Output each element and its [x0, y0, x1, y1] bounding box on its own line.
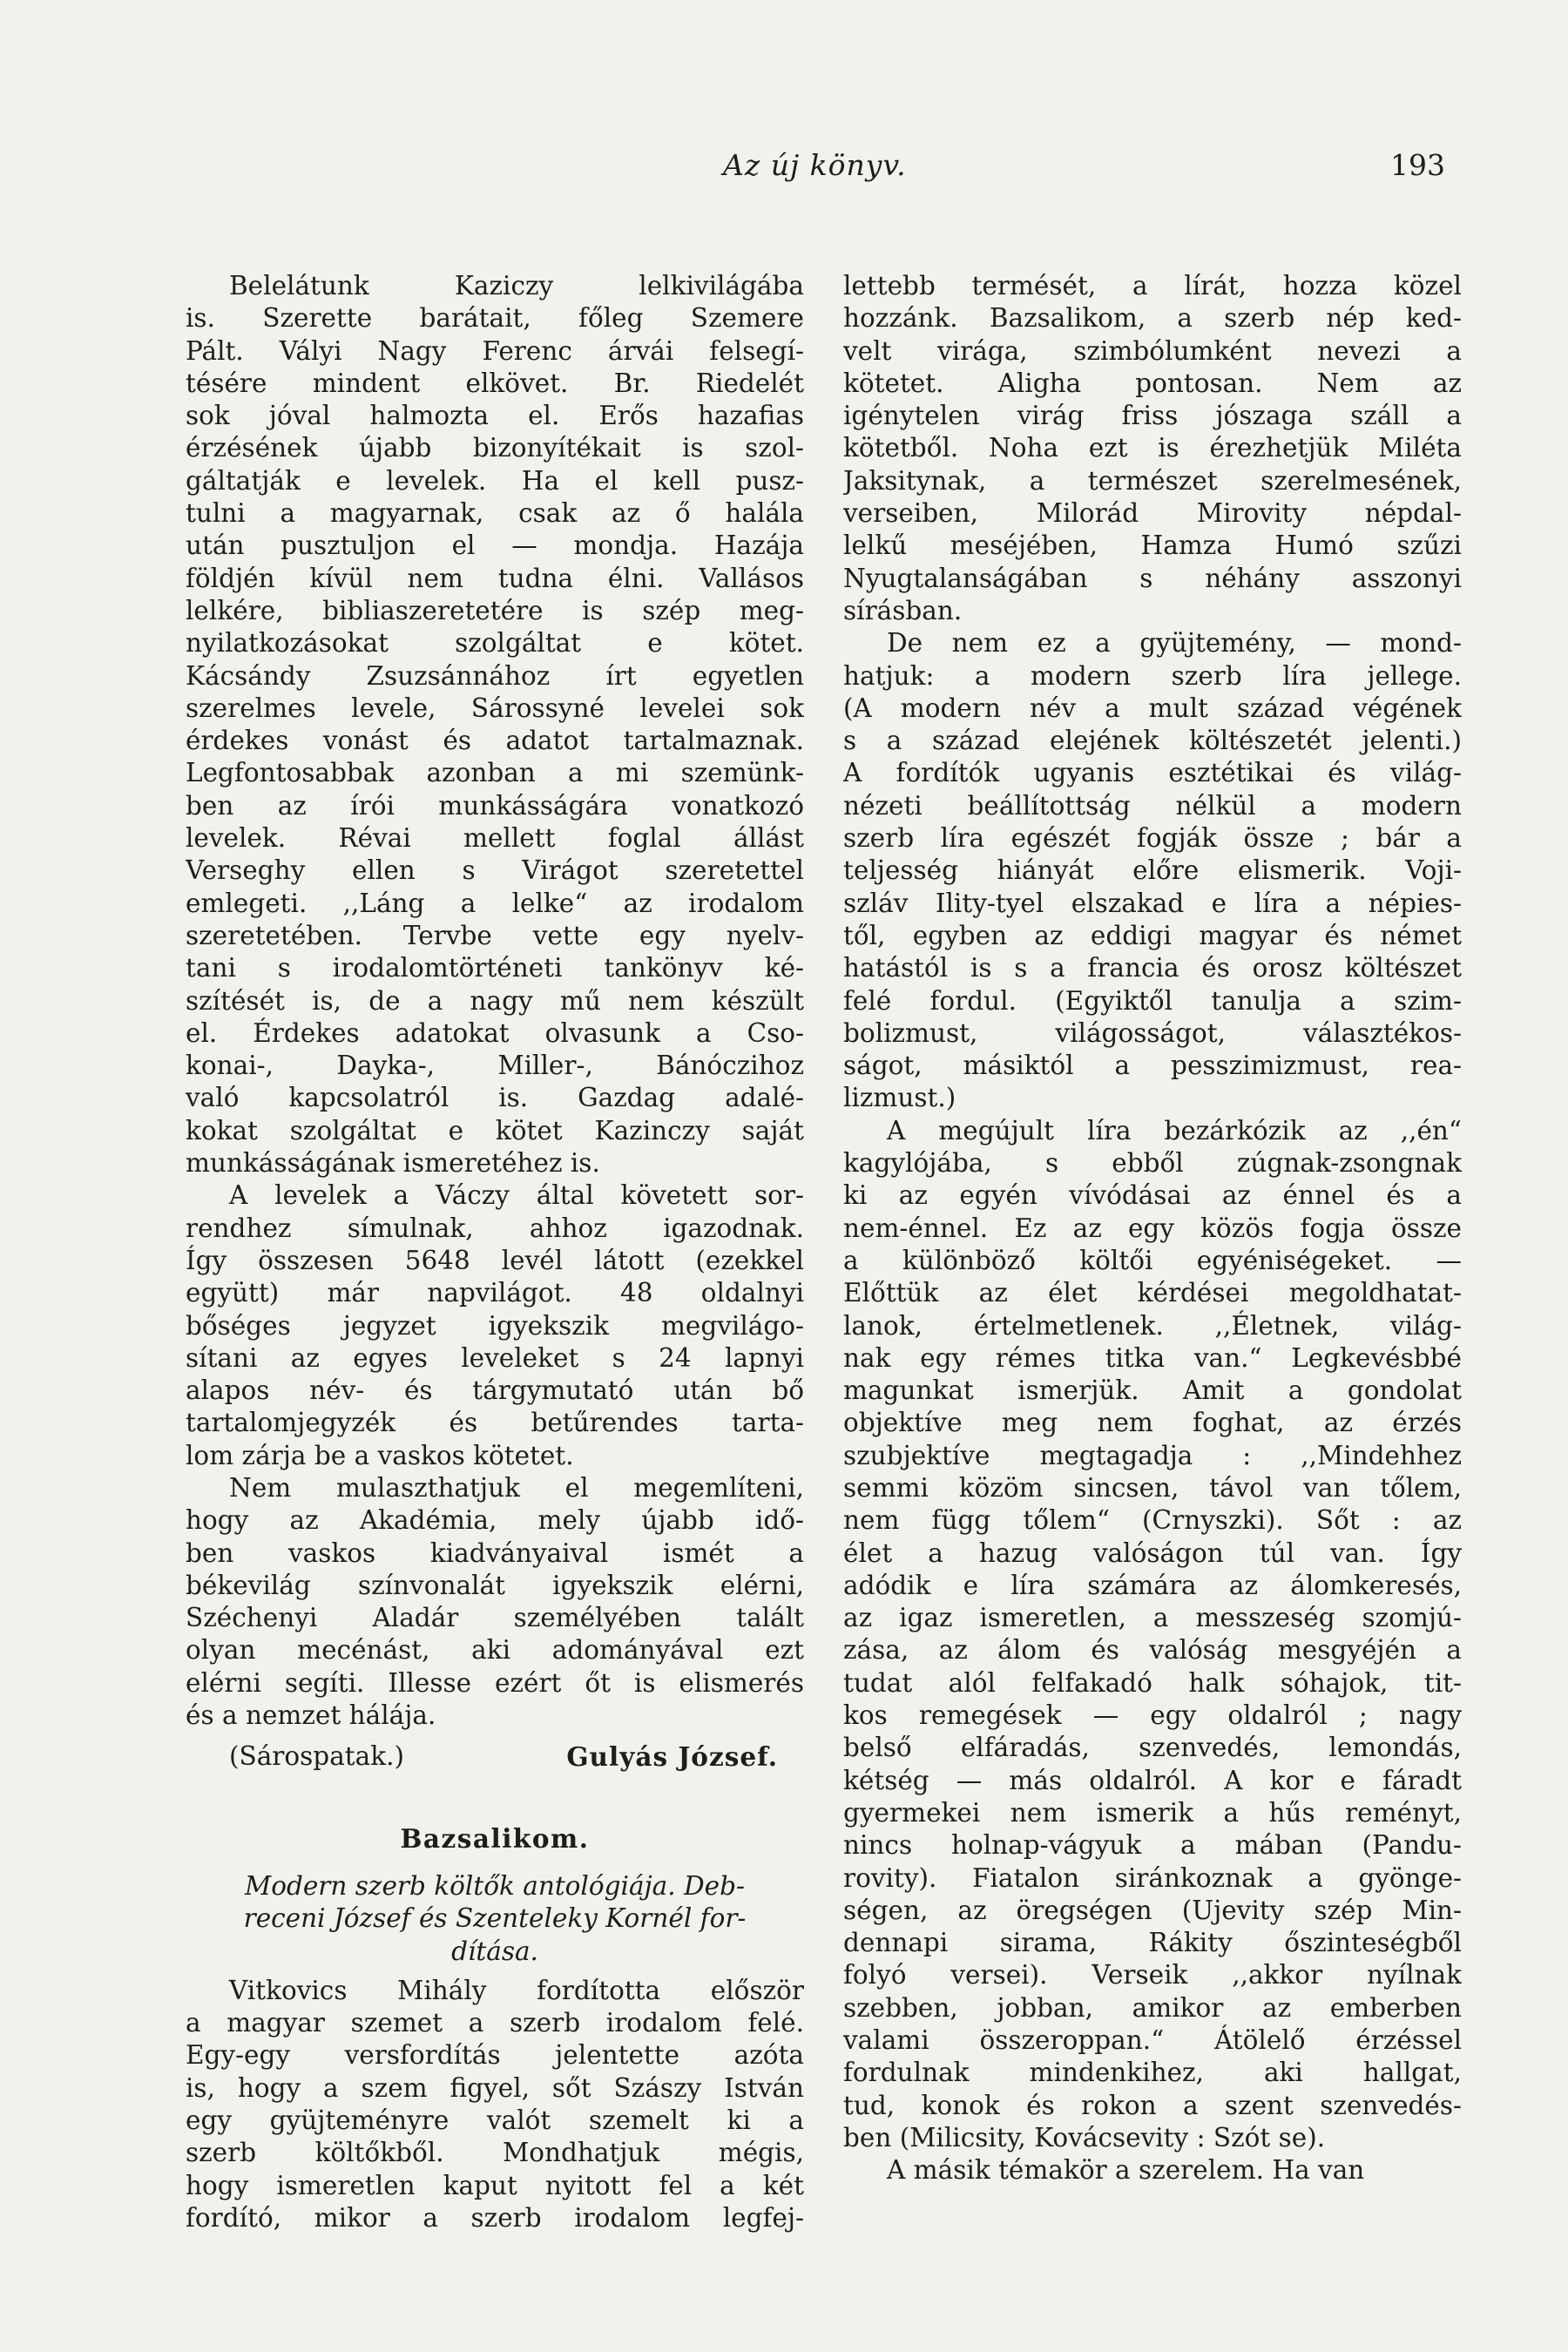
text-line: objektíve meg nem foghat, az érzés [843, 1408, 1462, 1438]
text-line: nézeti beállítottság nélkül a modern [843, 790, 1462, 821]
text-line: érdekes vonást és adatot tartalmaznak. [186, 726, 804, 756]
text-line: kokat szolgáltat e kötet Kazinczy saját [186, 1115, 804, 1146]
text-line: lelkű meséjében, Hamza Humó szűzi [843, 531, 1462, 561]
text-line: Vitkovics Mihály fordította először [229, 1975, 804, 2005]
text-line: békevilág színvonalát igyekszik elérni, [186, 1570, 804, 1600]
text-line: szerelmes levele, Sárossyné levelei sok [186, 693, 804, 723]
text-line: Belelátunk Kaziczy lelkivilágába [229, 271, 804, 301]
text-line: szerb költőkből. Mondhatjuk mégis, [186, 2138, 804, 2168]
text-line: zása, az álom és valóság mesgyéjén a [843, 1635, 1462, 1666]
text-line: után pusztuljon el — mondja. Hazája [186, 531, 804, 561]
text-line: tartalomjegyzék és betűrendes tarta- [186, 1408, 804, 1438]
text-line: alapos név- és tárgymutató után bő [186, 1375, 804, 1406]
text-line: nyilatkozásokat szolgáltat e kötet. [186, 628, 804, 659]
text-line: Egy-egy versfordítás jelentette azóta [186, 2040, 804, 2071]
text-line: tud, konok és rokon a szent szenvedés- [843, 2090, 1462, 2120]
text-line: valami összeroppan.“ Átölelő érzéssel [843, 2025, 1462, 2056]
text-line: fordulnak mindenkihez, aki hallgat, [843, 2058, 1462, 2088]
running-title: Az új könyv. [723, 148, 907, 182]
text-line: bolizmust, világosságot, választékos- [843, 1017, 1462, 1048]
text-line: élet a hazug valóságon túl van. Így [843, 1538, 1462, 1568]
text-line: ségen, az öregségen (Ujevity szép Min- [843, 1895, 1462, 1925]
text-line: nincs holnap-vágyuk a mában (Pandu- [843, 1830, 1462, 1861]
text-line: elérni segíti. Illesse ezért őt is elismerés [186, 1667, 804, 1698]
text-line: A levelek a Váczy által követett sor- [229, 1180, 804, 1211]
text-line: től, egyben az eddigi magyar és német [843, 920, 1462, 950]
right-column [843, 270, 1462, 2187]
signature-author: Gulyás József. [566, 1741, 778, 1773]
text-line: A megújult líra bezárkózik az ,,én“ [887, 1115, 1462, 1146]
text-line: egy gyüjteményre valót szemelt ki a [186, 2105, 804, 2136]
text-line: is, hogy a szem figyel, sőt Szászy István [186, 2072, 804, 2103]
text-line: kos remegések — egy oldalról ; nagy [843, 1700, 1462, 1731]
text-line: is. Szerette barátait, főleg Szemere [186, 303, 804, 334]
text-line: olyan mecénást, aki adományával ezt [186, 1635, 804, 1666]
text-line: ben vaskos kiadványaival ismét a [186, 1538, 804, 1568]
text-line: (A modern név a mult század végének [843, 693, 1462, 723]
text-line: s a század elejének költészetét jelenti.) [843, 726, 1462, 756]
text-line: szítését is, de a nagy mű nem készült [186, 985, 804, 1016]
subtitle-line: receni József és Szenteleky Kornél for- [243, 1903, 747, 1934]
text-line: hatástól is s a francia és orosz költészet [843, 953, 1462, 983]
text-line: együtt) már napvilágot. 48 oldalnyi [186, 1278, 804, 1308]
text-line: felé fordul. (Egyiktől tanulja a szim- [843, 985, 1462, 1016]
right-column-text [843, 270, 1462, 2187]
text-line: folyó versei). Verseik ,,akkor nyílnak [843, 1960, 1462, 1990]
left-column-text [186, 270, 804, 1732]
text-line: magunkat ismerjük. Amit a gondolat [843, 1375, 1462, 1406]
text-line: Nem mulaszthatjuk el megemlíteni, [229, 1472, 804, 1503]
text-line: kötetet. Aligha pontosan. Nem az [843, 368, 1462, 398]
text-line: kétség — más oldalról. A kor e fáradt [843, 1765, 1462, 1795]
page-number: 193 [1390, 148, 1445, 182]
text-line: A másik témakör a szerelem. Ha van [887, 2155, 1365, 2186]
subtitle-line: Modern szerb költők antológiája. Deb- [245, 1870, 745, 1901]
text-line: belső elfáradás, szenvedés, lemondás, [843, 1733, 1462, 1763]
text-line: kagylójába, s ebből zúgnak-zsongnak [843, 1148, 1462, 1179]
text-line: a különböző költői egyéniségeket. — [843, 1245, 1462, 1275]
text-line: és a nemzet hálája. [186, 1700, 436, 1731]
text-line: szeretetében. Tervbe vette egy nyelv- [186, 920, 804, 950]
text-line: levelek. Révai mellett foglal állást [186, 823, 804, 854]
text-line: tulni a magyarnak, csak az ő halála [186, 498, 804, 529]
text-line: De nem ez a gyüjtemény, — mond- [887, 628, 1462, 659]
page-header [0, 148, 1568, 192]
text-line: lettebb termését, a lírát, hozza közel [843, 271, 1462, 301]
text-line: Jaksitynak, a természet szerelmesének, [843, 465, 1462, 496]
text-line: sítani az egyes leveleket s 24 lapnyi [186, 1342, 804, 1373]
text-line: Nyugtalanságában s néhány asszonyi [843, 563, 1462, 593]
text-line: adódik e líra számára az álomkeresés, [843, 1570, 1462, 1600]
text-line: ben (Milicsity, Kovácsevity : Szót se). [843, 2122, 1326, 2153]
text-line: földjén kívül nem tudna élni. Vallásos [186, 563, 804, 593]
text-line: A fordítók ugyanis esztétikai és világ- [843, 758, 1462, 788]
text-line: emlegeti. ,,Láng a lelke“ az irodalom [186, 888, 804, 918]
text-line: Verseghy ellen s Virágot szeretettel [186, 855, 804, 886]
text-line: ben az írói munkásságára vonatkozó [186, 790, 804, 821]
text-line: tésére mindent elkövet. Br. Riedelét [186, 368, 804, 398]
text-line: tudat alól felfakadó halk sóhajok, tit- [843, 1667, 1462, 1698]
review-title: Bazsalikom. [400, 1822, 590, 1854]
text-line: rovity). Fiatalon siránkoznak a gyönge- [843, 1862, 1462, 1893]
text-line: bőséges jegyzet igyekszik megvilágo- [186, 1310, 804, 1341]
text-line: hozzánk. Bazsalikom, a szerb nép ked- [843, 303, 1462, 334]
text-line: velt virága, szimbólumként nevezi a [843, 335, 1462, 366]
text-line: konai-, Dayka-, Miller-, Bánóczihoz [186, 1051, 804, 1081]
text-line: sírásban. [843, 595, 963, 625]
text-line: el. Érdekes adatokat olvasunk a Cso- [186, 1017, 804, 1048]
text-line: hogy az Akadémia, mely újabb idő- [186, 1505, 804, 1536]
left-column-text-continued [186, 1975, 804, 2234]
text-line: semmi közöm sincsen, távol van tőlem, [843, 1472, 1462, 1503]
text-line: Kácsándy Zsuzsánnához írt egyetlen [186, 660, 804, 691]
text-line: sok jóval halmozta el. Erős hazafias [186, 401, 804, 431]
text-line: való kapcsolatról is. Gazdag adalé- [186, 1083, 804, 1113]
text-line: szerb líra egészét fogják össze ; bár a [843, 823, 1462, 854]
text-line: szebben, jobban, amikor az emberben [843, 1992, 1462, 2023]
review-signature [186, 1740, 804, 1773]
text-line: nem függ tőlem“ (Crnyszki). Sőt : az [843, 1505, 1462, 1536]
text-line: szubjektíve megtagadja : ,,Mindehhez [843, 1440, 1462, 1470]
review-subtitle [186, 1870, 804, 1968]
text-line: tani s irodalomtörténeti tankönyv ké- [186, 953, 804, 983]
text-line: az igaz ismeretlen, a messzeség szomjú- [843, 1603, 1462, 1633]
text-line: munkásságának ismeretéhez is. [186, 1148, 600, 1179]
text-line: ki az egyén vívódásai az énnel és a [843, 1180, 1462, 1211]
text-line: ságot, másiktól a pesszimizmust, rea- [843, 1051, 1462, 1081]
text-line: lanok, értelmetlenek. ,,Életnek, világ- [843, 1310, 1462, 1341]
text-line: gáltatják e levelek. Ha el kell pusz- [186, 465, 804, 496]
text-line: rendhez símulnak, ahhoz igazodnak. [186, 1213, 804, 1243]
text-line: gyermekei nem ismerik a hűs reményt, [843, 1797, 1462, 1828]
text-line: verseiben, Milorád Mirovity népdal- [843, 498, 1462, 529]
text-line: hatjuk: a modern szerb líra jellege. [843, 660, 1462, 691]
text-line: Széchenyi Aladár személyében talált [186, 1603, 804, 1633]
text-line: érzésének újabb bizonyítékait is szol- [186, 433, 804, 463]
text-line: teljesség hiányát előre elismerik. Voji- [843, 855, 1462, 886]
text-line: lizmust.) [843, 1083, 956, 1113]
text-line: hogy ismeretlen kaput nyitott fel a két [186, 2170, 804, 2200]
text-line: nak egy rémes titka van.“ Legkevésbbé [843, 1342, 1462, 1373]
text-line: Pált. Vályi Nagy Ferenc árvái felsegí- [186, 335, 804, 366]
text-line: fordító, mikor a szerb irodalom legfej- [186, 2202, 804, 2233]
text-line: nem-énnel. Ez az egy közös fogja össze [843, 1213, 1462, 1243]
text-line: lom zárja be a vaskos kötetet. [186, 1440, 574, 1470]
text-line: szláv Ility-tyel elszakad e líra a népies- [843, 888, 1462, 918]
text-line: Így összesen 5648 levél látott (ezekkel [186, 1245, 804, 1275]
text-line: kötetből. Noha ezt is érezhetjük Miléta [843, 433, 1462, 463]
text-line: dennapi sirama, Rákity őszinteségből [843, 1928, 1462, 1958]
signature-place: (Sárospatak.) [229, 1741, 404, 1772]
text-line: lelkére, bibliaszeretetére is szép meg- [186, 595, 804, 625]
subtitle-line: dítása. [451, 1936, 538, 1966]
text-line: Előttük az élet kérdései megoldhatat- [843, 1278, 1462, 1308]
left-column [186, 270, 804, 2234]
text-line: a magyar szemet a szerb irodalom felé. [186, 2008, 804, 2038]
text-line: igénytelen virág friss jószaga száll a [843, 401, 1462, 431]
text-line: Legfontosabbak azonban a mi szemünk- [186, 758, 804, 788]
